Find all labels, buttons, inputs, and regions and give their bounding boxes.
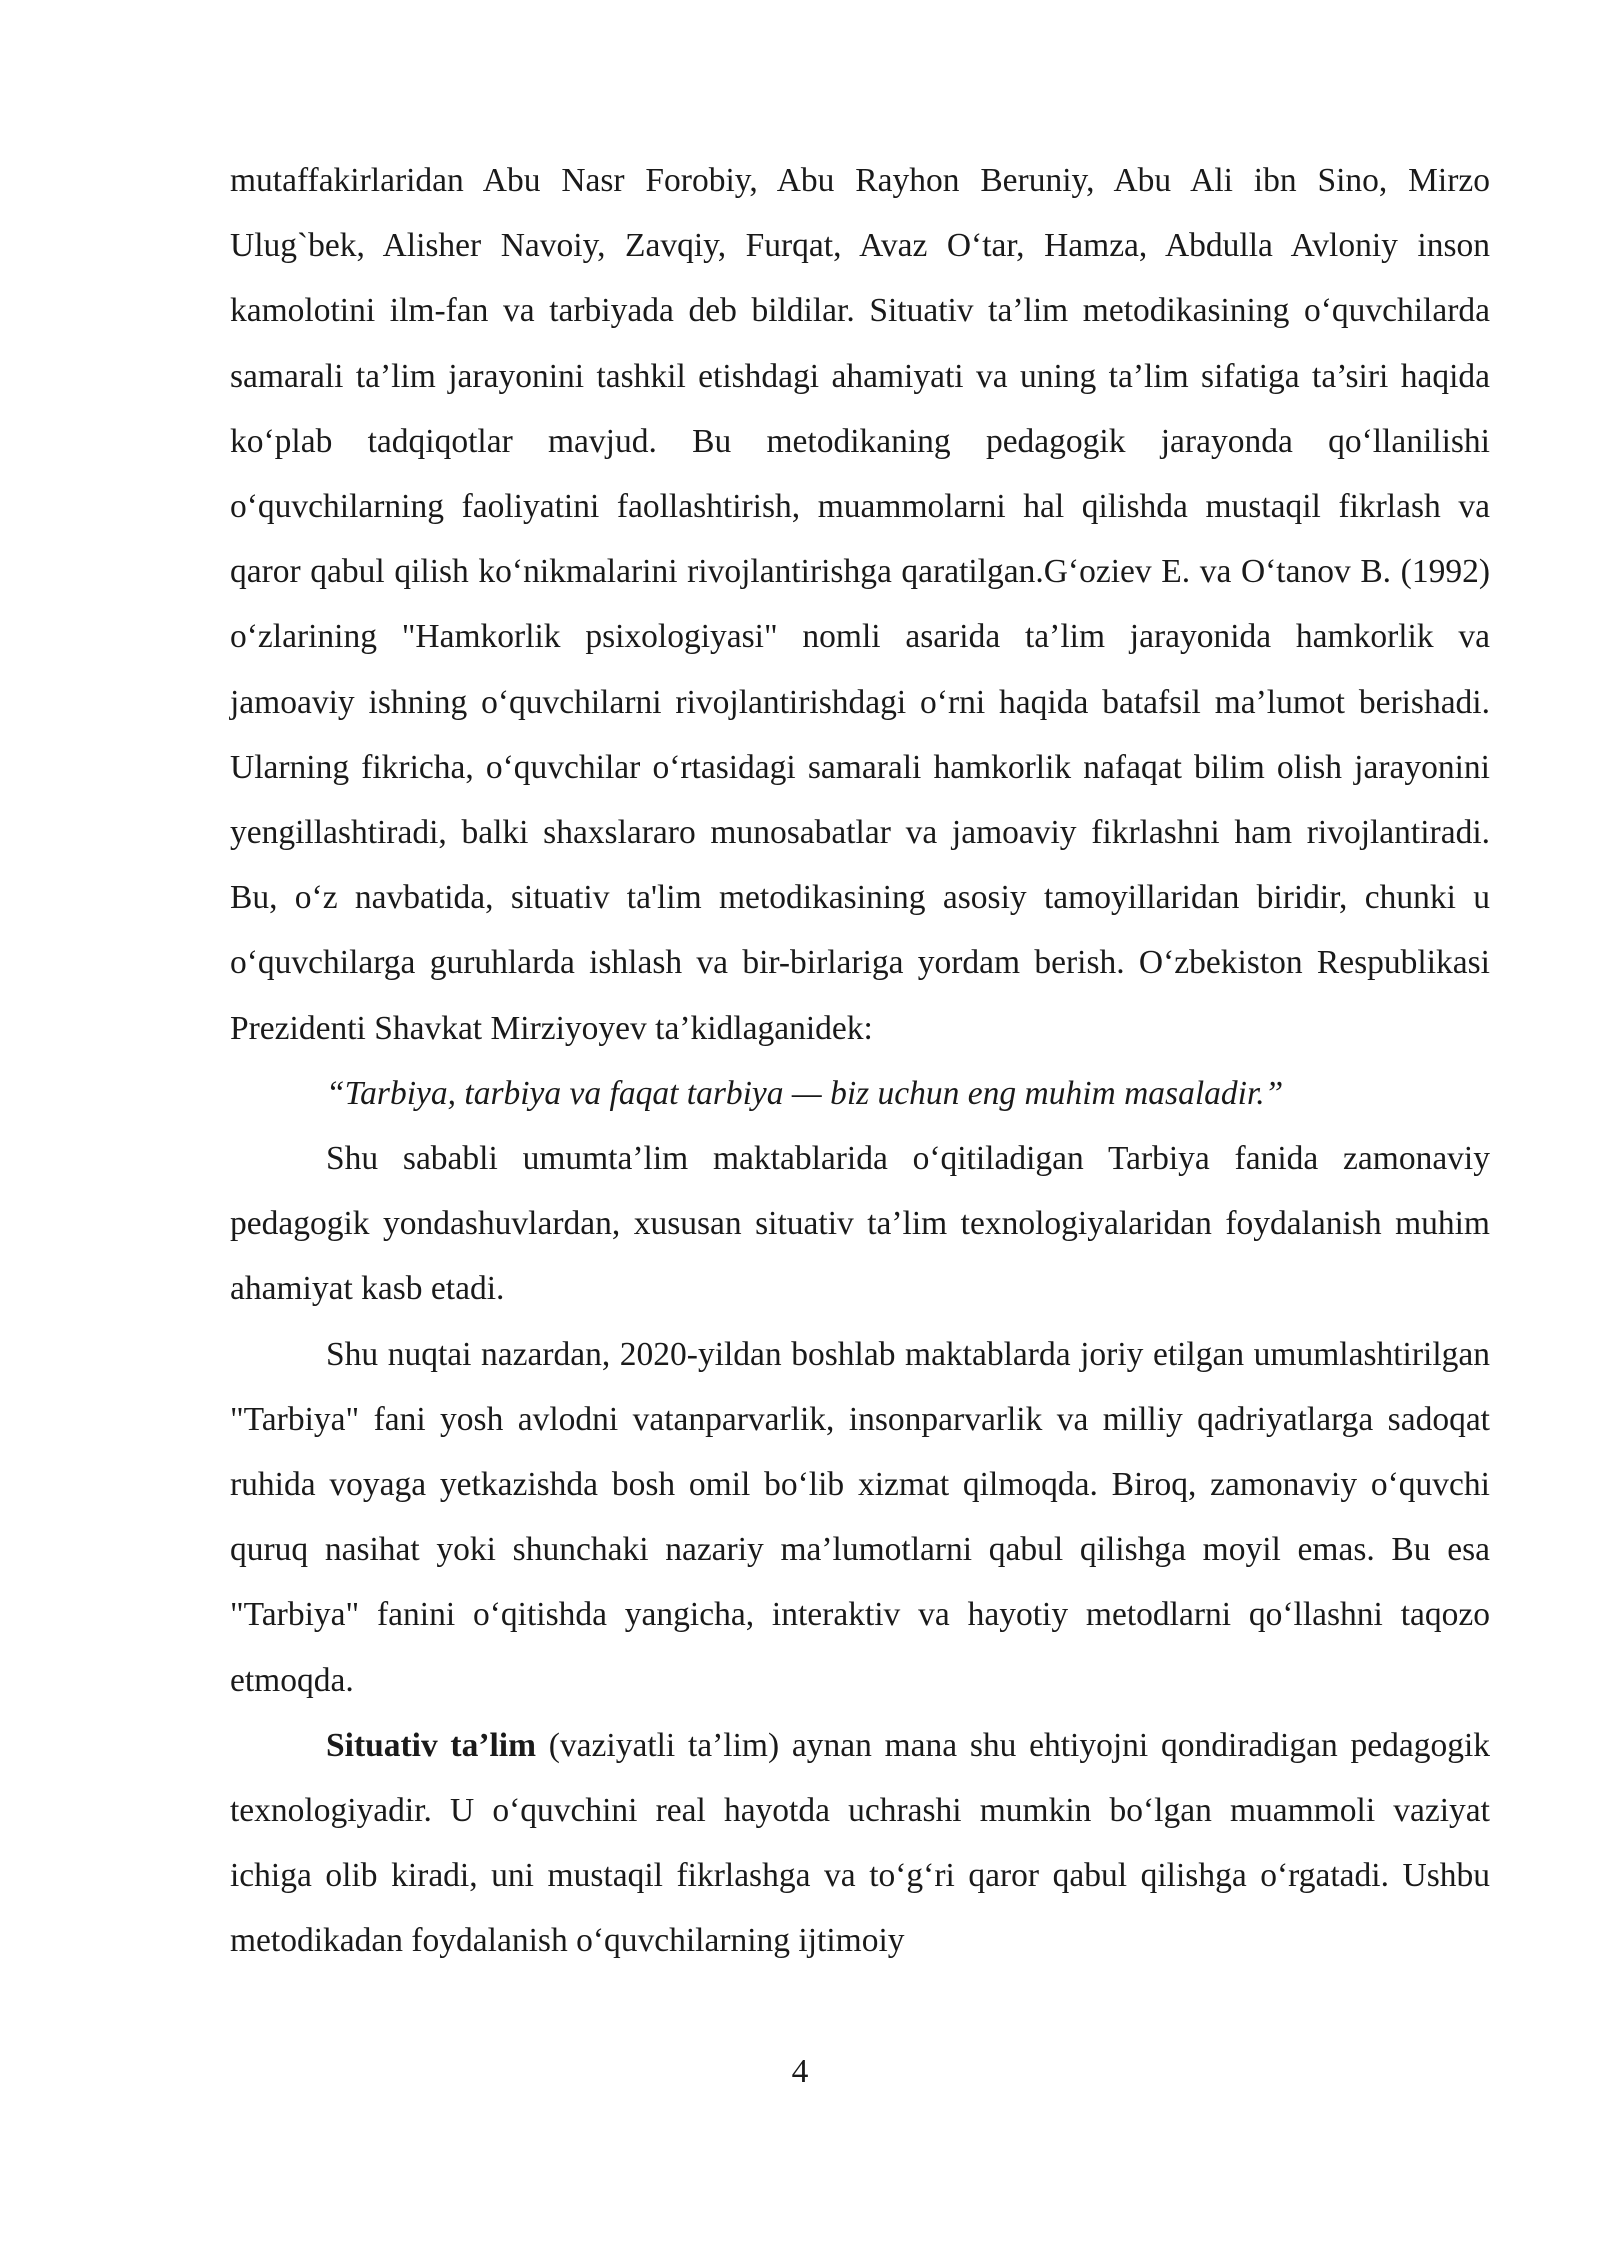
quote-paragraph: “Tarbiya, tarbiya va faqat tarbiya — biz uchun eng muhim masaladir.” bbox=[326, 1074, 1284, 1112]
document-page bbox=[230, 148, 1490, 1974]
paragraph-4 bbox=[230, 1713, 1490, 1974]
paragraph-2: Shu sababli umumta’lim maktablarida o‘qitiladigan Tarbiya fanida zamonaviy pedagogik yondashuvlardan, xususan situativ ta’lim texnologiyalaridan foydalanish muhim ahamiyat kasb etadi. bbox=[230, 1140, 1490, 1308]
bold-term: Situativ ta’lim bbox=[326, 1726, 537, 1764]
page-number: 4 bbox=[791, 2053, 809, 2090]
paragraph-3: Shu nuqtai nazardan, 2020-yildan boshlab maktablarda joriy etilgan umumlashtirilgan "Tarbiya" fani yosh avlodni vatanparvarlik, insonparvarlik va milliy qadriyatlarga sadoqat ruhida voyaga yetkazishda bosh omil bo‘lib xizmat qilmoqda. Biroq, zamonaviy o‘quvchi quruq nasihat yoki shunchaki nazariy ma’lumotlarni qabul qilishga moyil emas. Bu esa "Tarbiya" fanini o‘qitishda yangicha, interaktiv va hayotiy metodlarni qo‘llashni taqozo etmoqda. bbox=[230, 1335, 1490, 1699]
paragraph-4-text: (vaziyatli ta’lim) aynan mana shu ehtiyojni qondiradigan pedagogik texnologiyadir. U o‘quvchini real hayotda uchrashi mumkin bo‘lgan muammoli vaziyat ichiga olib kiradi, uni mustaqil fikrlashga va to‘g‘ri qaror qabul qilishga o‘rgatadi. Ushbu metodikadan foydalanish o‘quvchilarning ijtimoiy bbox=[230, 1726, 1491, 1960]
paragraph-1: mutaffakirlaridan Abu Nasr Forobiy, Abu Rayhon Beruniy, Abu Ali ibn Sino, Mirzo Ulug`bek, Alisher Navoiy, Zavqiy, Furqat, Avaz O‘tar, Hamza, Abdulla Avloniy inson kamolotini ilm-fan va tarbiyada deb bildilar. Situativ ta’lim metodikasining o‘quvchilarda samarali ta’lim jarayonini tashkil etishdagi ahamiyati va uning ta’lim sifatiga ta’siri haqida ko‘plab tadqiqotlar mavjud. Bu metodikaning pedagogik jarayonda qo‘llanilishi o‘quvchilarning faoliyatini faollashtirish, muammolarni hal qilishda mustaqil fikrlash va qaror qabul qilish ko‘nikmalarini rivojlantirishga qaratilgan.G‘oziev E. va O‘tanov B. (1992) o‘zlarining "Hamkorlik psixologiyasi" nomli asarida ta’lim jarayonida hamkorlik va jamoaviy ishning o‘quvchilarni rivojlantirishdagi o‘rni haqida batafsil ma’lumot berishadi. Ularning fikricha, o‘quvchilar o‘rtasidagi samarali hamkorlik nafaqat bilim olish jarayonini yengillashtiradi, balki shaxslararo munosabatlar va jamoaviy fikrlashni ham rivojlantiradi. Bu, o‘z navbatida, situativ ta'lim metodikasining asosiy tamoyillaridan biridir, chunki u o‘quvchilarga guruhlarda ishlash va bir-birlariga yordam berish. O‘zbekiston Respublikasi Prezidenti Shavkat Mirziyoyev ta’kidlaganidek: bbox=[230, 162, 1490, 1047]
